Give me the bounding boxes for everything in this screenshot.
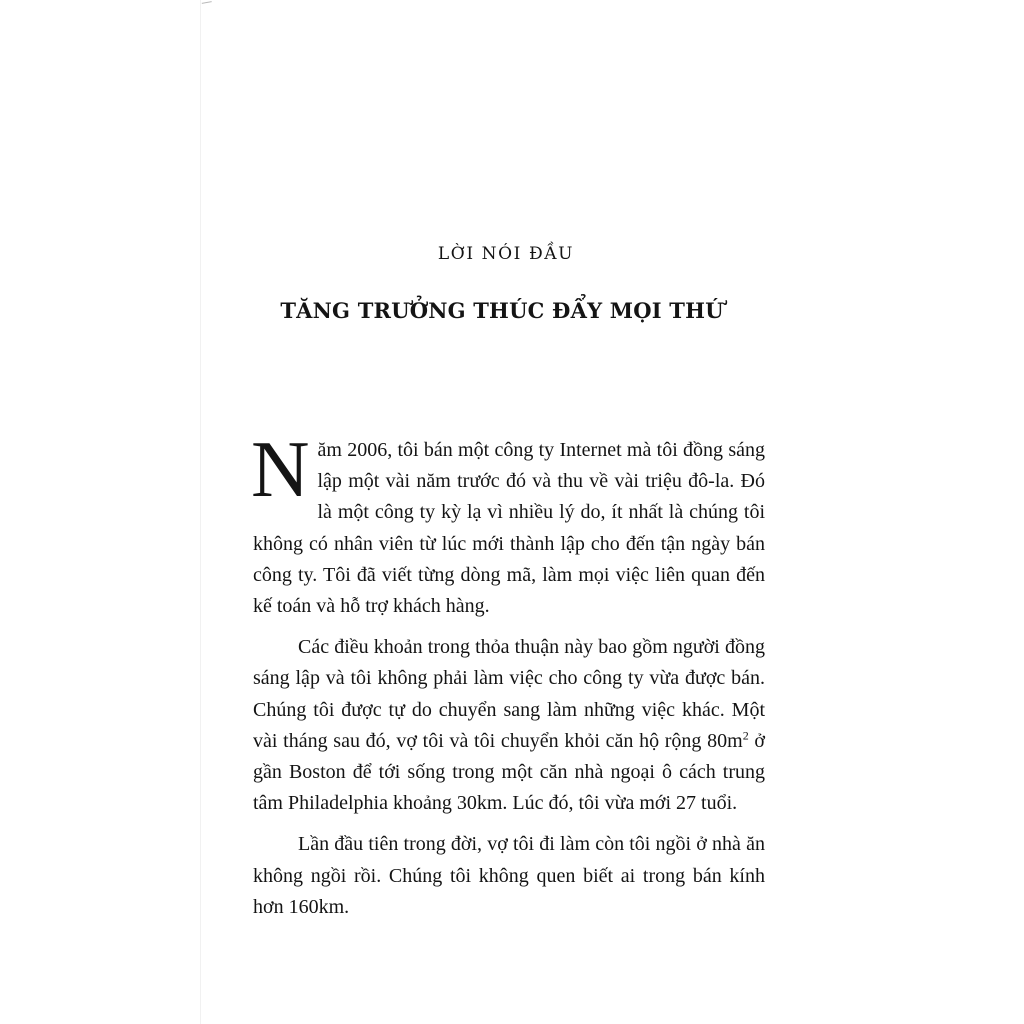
paragraph-2-text-end: ở gần Boston để tới sống trong một căn nhà ngoại ô cách trung tâm Philadelphia khoảng 30km. Lúc đó, tôi vừa mới 27 tuổi. xyxy=(253,729,765,815)
paragraph-1 xyxy=(251,424,765,622)
chapter-kicker: LỜI NÓI ĐẦU xyxy=(437,244,575,264)
paragraph-2-text-start: Các điều khoản trong thỏa thuận này bao gồm người đồng sáng lập và tôi không phải làm việc cho công ty vừa được bán. Chúng tôi được tự do chuyển sang làm những việc khác. Một vài tháng sau đó, vợ tôi và tôi chuyển khỏi căn hộ rộng 80m xyxy=(253,636,765,752)
corner-scan-mark xyxy=(202,1,213,7)
drop-cap: N xyxy=(251,424,310,514)
page-edge-shadow xyxy=(200,0,201,1024)
body-text xyxy=(251,424,765,923)
paragraph-2 xyxy=(253,632,765,819)
paragraph-3-text: Lần đầu tiên trong đời, vợ tôi đi làm còn tôi ngồi ở nhà ăn không ngồi rồi. Chúng tôi không quen biết ai trong bán kính hơn 160km. xyxy=(253,833,765,918)
paragraph-3 xyxy=(253,829,765,923)
area-superscript: 2 xyxy=(742,728,749,743)
paragraph-1-text: ăm 2006, tôi bán một công ty Internet mà tôi đồng sáng lập một vài năm trước đó và thu về vài triệu đô-la. Đó là một công ty kỳ lạ vì nhiều lý do, ít nhất là chúng tôi không có nhân viên từ lúc mới thành lập cho đến tận ngày bán công ty. Tôi đã viết từng dòng mã, làm mọi việc liên quan đến kế toán và hỗ trợ khách hàng. xyxy=(253,439,765,618)
chapter-title: TĂNG TRƯỞNG THÚC ĐẨY MỌI THỨ xyxy=(280,298,724,323)
